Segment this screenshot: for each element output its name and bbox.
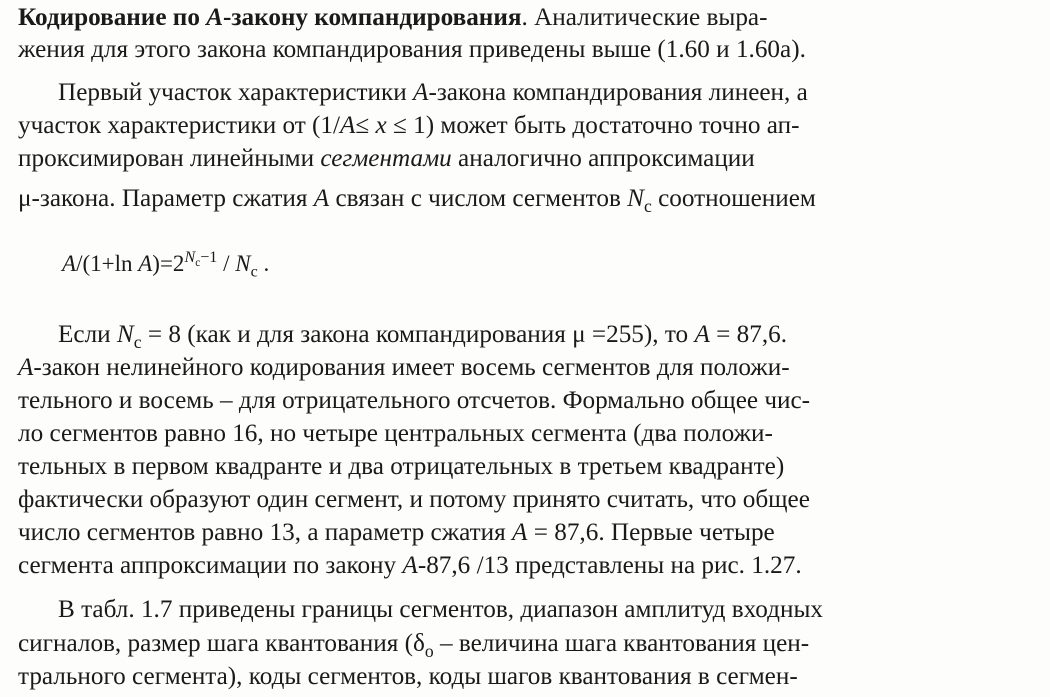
section-heading: Кодирование по А-закону компандирования xyxy=(18,4,522,31)
p2-line-4: μ-закона. Параметр сжатия А связан с числом сегментов $N_с$ соотношением xyxy=(18,185,816,217)
p3-line-6: фактически образуют один сегмент, и потому принято считать, что общее xyxy=(18,486,810,513)
p3-line-7: число сегментов равно 13, а параметр сжатия А = 87,6. Первые четыре xyxy=(18,519,775,546)
p3-line-8: сегмента аппроксимации по закону А-87,6 /13 представлены на рис. 1.27. xyxy=(18,552,802,579)
p3-line-5: тельных в первом квадранте и два отрицательных в третьем квадранте) xyxy=(18,453,785,480)
p4-line-1: В табл. 1.7 приведены границы сегментов, диапазон амплитуд входных xyxy=(58,596,823,623)
p3-line-4: ло сегментов равно 16, но четыре центральных сегмента (два положи- xyxy=(18,420,773,447)
p3-line-3: тельного и восемь – для отрицательного отсчетов. Формально общее чис- xyxy=(18,387,811,414)
p3-line-1: Если $N_с = 8$ (как и для закона компандирования μ =255), то А = 87,6. xyxy=(58,321,788,353)
heading-tail: . Аналитические выра- xyxy=(521,4,768,31)
p2-line-3: проксимирован линейными сегментами аналогично аппроксимации xyxy=(18,145,755,172)
heading-line xyxy=(18,2,1032,34)
p3-line-2: А-закон нелинейного кодирования имеет восемь сегментов для положи- xyxy=(18,354,790,381)
p2-line-1: Первый участок характеристики А-закона компандирования линеен, а xyxy=(58,79,808,106)
p2-line-2: участок характеристики от (1/А≤ x ≤ 1) может быть достаточно точно ап- xyxy=(18,112,800,139)
p4-line-3: трального сегмента), коды сегментов, коды шагов квантования в сегмен- xyxy=(18,663,798,690)
p1-line-2: жения для этого закона компандирования приведены выше (1.60 и 1.60а). xyxy=(18,36,806,63)
p4-line-2: сигналов, размер шага квантования ($\delta_о$ – величина шага квантования цен- xyxy=(18,630,810,662)
compression-formula: A/(1+ln $A)=2^{N_c-1} / N_c$ . xyxy=(62,249,270,281)
